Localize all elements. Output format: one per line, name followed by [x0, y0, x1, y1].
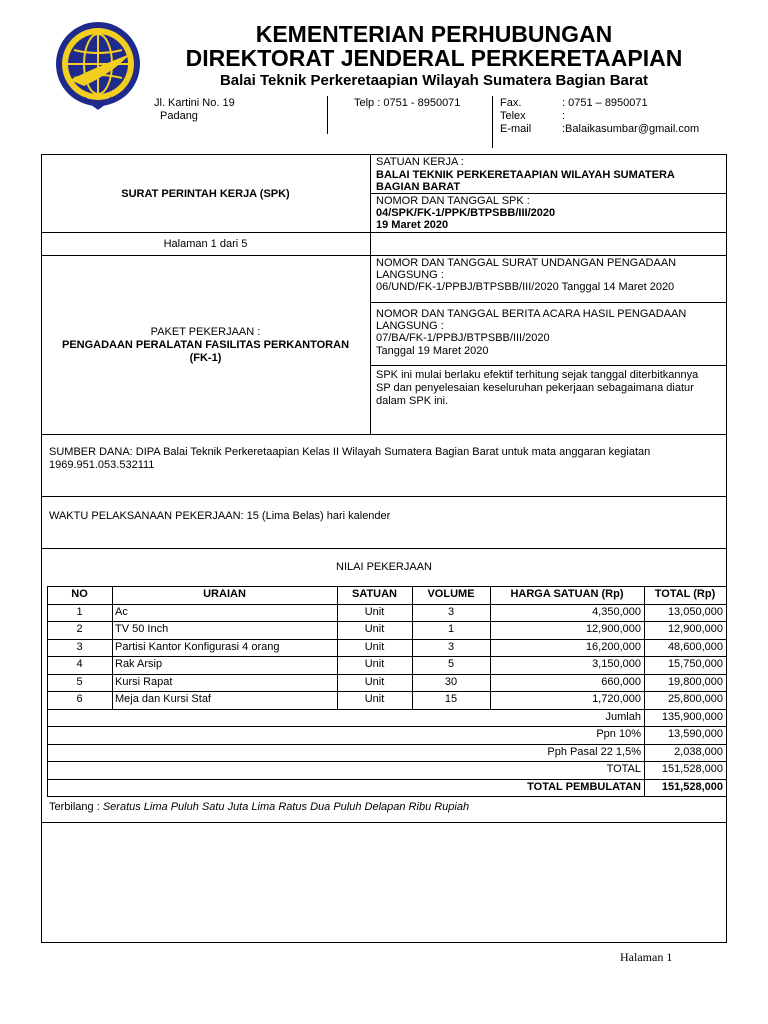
ba-label-1: NOMOR DAN TANGGAL BERITA ACARA HASIL PENGADAAN	[376, 308, 687, 320]
undangan-label-2: LANGSUNG :	[376, 269, 444, 281]
paket-value-1: PENGADAAN PERALATAN FASILITAS PERKANTORAN	[61, 339, 350, 351]
terbilang-text	[49, 801, 469, 814]
row-4-volume: 5	[447, 658, 455, 670]
berlaku-line-1: SPK ini mulai berlaku efektif terhitung sejak tanggal diterbitkannya	[376, 369, 699, 381]
row-2-harga-satuan: 12,900,000	[585, 623, 641, 635]
ministry-name: KEMENTERIAN PERHUBUNGAN	[255, 21, 613, 47]
row-3-no: 3	[76, 640, 83, 653]
summary-label-3: TOTAL	[606, 763, 641, 775]
row-6-satuan: Unit	[364, 693, 385, 705]
ba-value-1: 07/BA/FK-1/PPBJ/BTPSBB/III/2020	[376, 332, 550, 344]
telex-value: :	[562, 110, 566, 122]
summary-label-1: Ppn 10%	[596, 728, 641, 740]
row-1-uraian: Ac	[115, 605, 128, 618]
header-separator-1	[327, 96, 328, 134]
header-no: NO	[71, 588, 88, 600]
row-5-harga-satuan: 660,000	[601, 675, 641, 688]
header-harga-satuan: HARGA SATUAN (Rp)	[510, 588, 624, 600]
nilai-pekerjaan-title: NILAI PEKERJAAN	[336, 561, 432, 573]
email-value: :Balaikasumbar@gmail.com	[562, 123, 700, 135]
directorate-name: DIREKTORAT JENDERAL PERKERETAAPIAN	[185, 45, 683, 71]
waktu-pelaksanaan: WAKTU PELAKSANAAN PEKERJAAN: 15 (Lima Belas) hari kalender	[49, 510, 391, 522]
tanggal-spk-value: 19 Maret 2020	[376, 219, 449, 231]
row-4-total: 15,750,000	[667, 658, 723, 670]
halaman-text: Halaman 1 dari 5	[163, 238, 248, 250]
ba-value-2: Tanggal 19 Maret 2020	[376, 345, 489, 357]
row-2-uraian: TV 50 Inch	[115, 623, 169, 635]
header-total: TOTAL (Rp)	[654, 588, 716, 600]
row-5-total: 19,800,000	[667, 675, 723, 688]
row-1-volume: 3	[447, 605, 455, 618]
paket-value-2: (FK-1)	[189, 352, 222, 364]
ministry-logo-icon	[54, 20, 142, 112]
row-3-harga-satuan: 16,200,000	[585, 640, 641, 653]
row-2-satuan: Unit	[364, 623, 385, 635]
address-line2: Padang	[160, 110, 198, 122]
row-5-uraian: Kursi Rapat	[115, 675, 173, 688]
undangan-label-1: NOMOR DAN TANGGAL SURAT UNDANGAN PENGADAAN	[376, 257, 677, 269]
summary-value-3: 151,528,000	[661, 763, 723, 775]
row-3-volume: 3	[447, 640, 455, 653]
row-2-volume: 1	[447, 623, 455, 635]
row-6-uraian: Meja dan Kursi Staf	[115, 693, 211, 705]
terbilang-label: Terbilang :	[49, 801, 100, 813]
telex-label: Telex	[500, 110, 526, 122]
nomor-spk-label: NOMOR DAN TANGGAL SPK :	[376, 195, 530, 207]
header-separator-2	[492, 96, 493, 148]
address-line1: Jl. Kartini No. 19	[154, 97, 235, 109]
row-6-total: 25,800,000	[667, 693, 723, 705]
row-4-harga-satuan: 3,150,000	[592, 658, 641, 670]
row-3-satuan: Unit	[364, 640, 385, 653]
summary-label-0: Jumlah	[605, 710, 641, 723]
sumber-dana-line-1: SUMBER DANA: DIPA Balai Teknik Perkeretaapian Kelas II Wilayah Sumatera Bagian Barat untuk mata anggaran kegiatan	[49, 446, 651, 458]
telp-text: Telp : 0751 - 8950071	[354, 97, 461, 109]
ba-label-2: LANGSUNG :	[376, 320, 444, 332]
header-volume: VOLUME	[427, 588, 475, 600]
row-5-volume: 30	[444, 675, 458, 688]
row-4-no: 4	[76, 658, 83, 670]
row-1-satuan: Unit	[364, 605, 385, 618]
row-4-satuan: Unit	[364, 658, 385, 670]
fax-label: Fax.	[500, 97, 522, 109]
undangan-value: 06/UND/FK-1/PPBJ/BTPSBB/III/2020 Tanggal 14 Maret 2020	[376, 281, 675, 293]
summary-label-4: TOTAL PEMBULATAN	[527, 780, 641, 793]
page-footer: Halaman 1	[620, 950, 673, 964]
summary-value-1: 13,590,000	[667, 728, 723, 740]
row-5-no: 5	[76, 675, 83, 688]
row-4-uraian: Rak Arsip	[115, 658, 163, 670]
nomor-spk-value: 04/SPK/FK-1/PPK/BTPSBB/III/2020	[376, 207, 556, 219]
terbilang-value: Seratus Lima Puluh Satu Juta Lima Ratus Dua Puluh Delapan Ribu Rupiah	[102, 801, 470, 813]
summary-value-0: 135,900,000	[661, 710, 723, 723]
berlaku-line-2: SP dan penyelesaian keseluruhan pekerjaan sebagaimana diatur	[376, 382, 694, 394]
row-5-satuan: Unit	[364, 675, 385, 688]
row-6-volume: 15	[444, 693, 458, 705]
summary-label-2: Pph Pasal 22 1,5%	[547, 745, 641, 758]
header-satuan: SATUAN	[351, 588, 397, 600]
row-1-no: 1	[76, 605, 83, 618]
office-name: Balai Teknik Perkeretaapian Wilayah Sumatera Bagian Barat	[219, 72, 649, 89]
satuan-kerja-value-1: BALAI TEKNIK PERKERETAAPIAN WILAYAH SUMATERA	[376, 169, 675, 181]
spk-title: SURAT PERINTAH KERJA (SPK)	[121, 188, 290, 200]
berlaku-line-3: dalam SPK ini.	[376, 395, 449, 407]
row-1-total: 13,050,000	[667, 605, 723, 618]
summary-value-2: 2,038,000	[674, 745, 723, 758]
satuan-kerja-value-2: BAGIAN BARAT	[376, 181, 461, 193]
row-1-harga-satuan: 4,350,000	[592, 605, 641, 618]
row-3-total: 48,600,000	[667, 640, 723, 653]
row-2-no: 2	[76, 623, 83, 635]
summary-value-4: 151,528,000	[661, 780, 723, 793]
sumber-dana-line-2: 1969.951.053.532111	[49, 459, 155, 471]
email-label: E-mail	[500, 123, 532, 135]
paket-label: PAKET PEKERJAAN :	[150, 326, 261, 338]
fax-value: : 0751 – 8950071	[562, 97, 648, 109]
satuan-kerja-label: SATUAN KERJA :	[376, 156, 464, 168]
row-6-no: 6	[76, 693, 83, 705]
header-uraian: URAIAN	[203, 588, 246, 600]
row-3-uraian: Partisi Kantor Konfigurasi 4 orang	[115, 640, 280, 653]
row-6-harga-satuan: 1,720,000	[592, 693, 641, 705]
row-2-total: 12,900,000	[667, 623, 723, 635]
